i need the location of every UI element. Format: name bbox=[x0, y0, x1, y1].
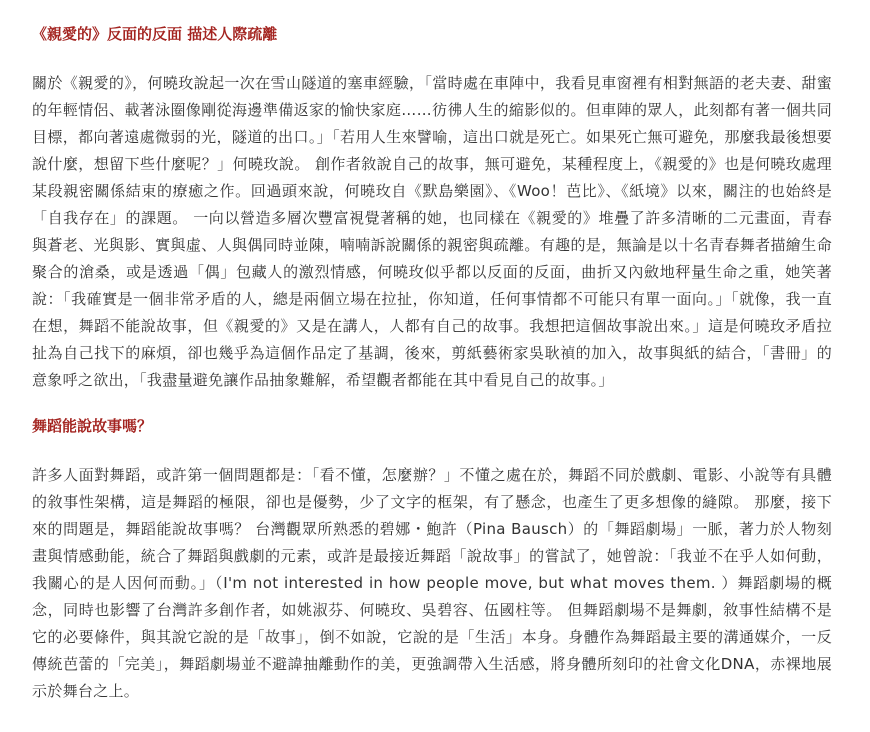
section-subtitle: 舞蹈能說故事嗎？ bbox=[32, 417, 153, 435]
article-title: 《親愛的》反面的反面 描述人際疏離 bbox=[32, 25, 278, 43]
article bbox=[32, 22, 832, 705]
article-paragraph-2: 許多人面對舞蹈，或許第一個問題都是：「看不懂，怎麼辦？」不懂之處在於，舞蹈不同於戲劇、電影、小說等有具體的敘事性架構，這是舞蹈的極限，卻也是優勢，少了文字的框架，有了懸念，也產生了更多想像的縫隙。 那麼，接下來的問題是，舞蹈能說故事嗎？ 台灣觀眾所熟悉的碧娜・鮑許（Pina Bausch）的「舞蹈劇場」一脈，著力於人物刻畫與情感動能，統合了舞蹈與戲劇的元素，或許是最接近舞蹈「說故事」的嘗試了，她曾說：「我並不在乎人如何動，我關心的是人因何而動。」（I'm not interested in how people move, but what moves them. ）舞蹈劇場的概念，同時也影響了台灣許多創作者，如姚淑芬、何曉玫、吳碧容、伍國柱等。 但舞蹈劇場不是舞劇，敘事性結構不是它的必要條件，與其說它說的是「故事」，倒不如說，它說的是「生活」本身。身體作為舞蹈最主要的溝通媒介，一反傳統芭蕾的「完美」，舞蹈劇場並不避諱抽離動作的美，更強調帶入生活感，將身體所刻印的社會文化DNA，赤裸地展示於舞台之上。 bbox=[32, 466, 832, 700]
article-paragraph-1: 關於《親愛的》，何曉玫說起一次在雪山隧道的塞車經驗，「當時處在車陣中，我看見車窗裡有相對無語的老夫妻、甜蜜的年輕情侶、載著泳圈像剛從海邊準備返家的愉快家庭……彷彿人生的縮影似的。但車陣的眾人，此刻都有著一個共同目標，都向著遠處微弱的光，隧道的出口。」「若用人生來譬喻，這出口就是死亡。如果死亡無可避免，那麼我最後想要說什麼，想留下些什麼呢？」何曉玫說。 創作者敘說自己的故事，無可避免，某種程度上，《親愛的》也是何曉玫處理某段親密關係結束的療癒之作。回過頭來說，何曉玫自《默島樂園》、《Woo！芭比》、《紙境》以來，關注的也始終是「自我存在」的課題。 一向以營造多層次豐富視覺著稱的她，也同樣在《親愛的》堆疊了許多清晰的二元畫面，青春與蒼老、光與影、實與虛、人與偶同時並陳，喃喃訴說關係的親密與疏離。有趣的是，無論是以十名青春舞者描繪生命聚合的滄桑，或是透過「偶」包藏人的激烈情感，何曉玫似乎都以反面的反面，曲折又內斂地秤量生命之重，她笑著說：「我確實是一個非常矛盾的人，總是兩個立場在拉扯，你知道，任何事情都不可能只有單一面向。」「就像，我一直在想，舞蹈不能說故事，但《親愛的》又是在講人，人都有自己的故事。我想把這個故事說出來。」這是何曉玫矛盾拉扯為自己找下的麻煩，卻也幾乎為這個作品定了基調，後來，剪紙藝術家吳耿禎的加入，故事與紙的結合，「書冊」的意象呼之欲出，「我盡量避免讓作品抽象難解，希望觀者都能在其中看見自己的故事。」 bbox=[32, 74, 832, 389]
